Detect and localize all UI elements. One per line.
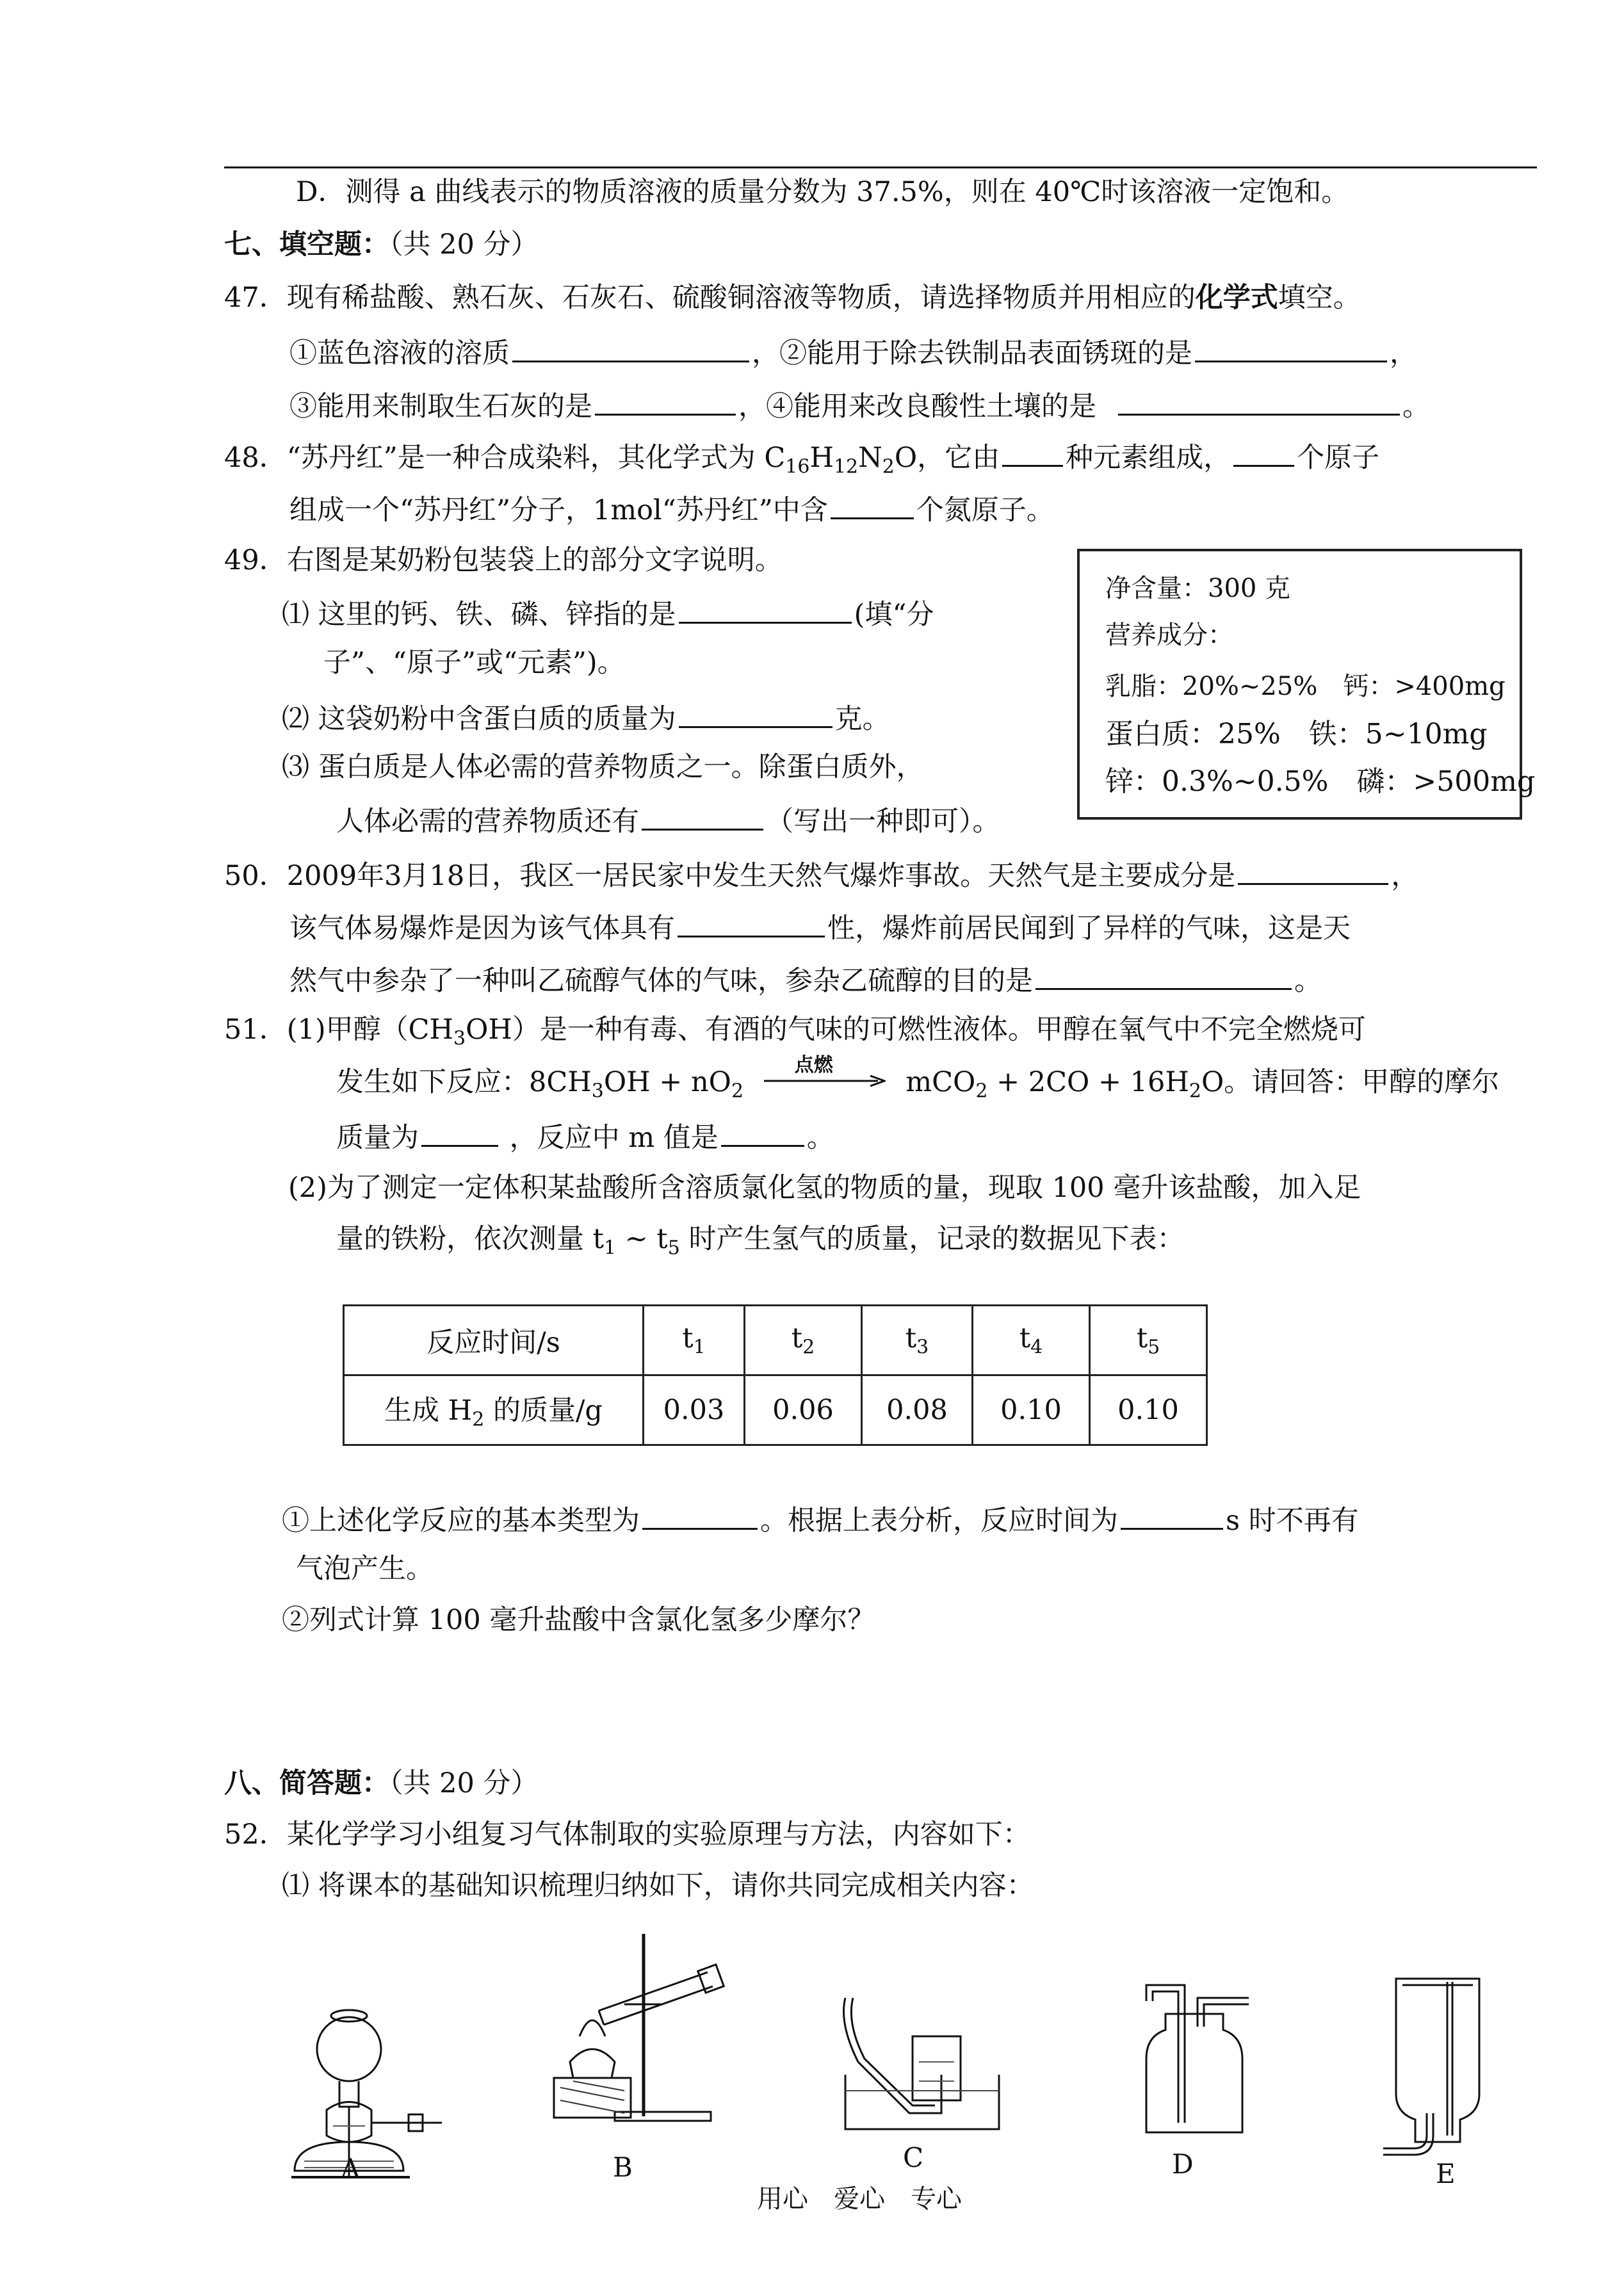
q47-line-2: ①蓝色溶液的溶质 ，②能用于除去铁制品表面锈斑的是 ，: [289, 331, 1417, 373]
apparatus-c-water-trough: [832, 1985, 1037, 2139]
label-nutrients-heading: 营养成分：: [1105, 620, 1233, 650]
q50-line-3: 然气中参杂了一种叫乙硫醇气体的气味，参杂乙硫醇的目的是 。: [289, 959, 1322, 1000]
answer-blank[interactable]: [679, 592, 852, 624]
table-cell: $t_4$: [973, 1306, 1090, 1375]
table-cell: 0.06: [745, 1375, 862, 1445]
apparatus-b-heating-setup: [535, 1927, 740, 2132]
apparatus-e-inverted-bottle: [1377, 1966, 1518, 2158]
top-rule: [224, 166, 1537, 168]
answer-blank[interactable]: [595, 384, 736, 416]
table-cell: 0.10: [973, 1375, 1090, 1445]
figure-label-e: E: [1436, 2158, 1456, 2189]
question-52: 52．某化学学习小组复习气体制取的实验原理与方法，内容如下：: [224, 1819, 1030, 1851]
answer-blank[interactable]: [831, 488, 914, 519]
table-row: [344, 1375, 1207, 1445]
q51-part-2: (2)为了测定一定体积某盐酸所含溶质氯化氢的物质的量，现取 100 毫升该盐酸，加入足: [288, 1172, 1361, 1204]
q51-sub-1: ①上述化学反应的基本类型为 。根据上表分析，反应时间为 s 时不再有: [282, 1498, 1359, 1540]
label-protein-iron: 蛋白质：25% 铁：5~10mg: [1105, 718, 1488, 750]
answer-blank[interactable]: [678, 906, 825, 937]
q48-line-2: 组成一个“苏丹红”分子，1mol“苏丹红”中含 个氮原子。: [289, 488, 1054, 530]
data-table: [343, 1304, 1208, 1446]
table-cell: $t_5$: [1090, 1306, 1207, 1375]
answer-blank[interactable]: [642, 1498, 758, 1530]
q51-sub-1-cont: 气泡产生。: [296, 1553, 434, 1585]
reaction-arrow: 点燃: [764, 1066, 886, 1091]
arrow-icon: [764, 1075, 886, 1087]
q51-sub-2: ②列式计算 100 毫升盐酸中含氯化氢多少摩尔？: [282, 1604, 875, 1636]
table-cell: $t_1$: [644, 1306, 745, 1375]
figure-label-d: D: [1172, 2148, 1194, 2180]
section-8-heading: 八、简答题：（共 20 分）: [224, 1767, 539, 1799]
answer-blank[interactable]: [1035, 959, 1292, 990]
q50-line-2: 该气体易爆炸是因为该气体具有 性，爆炸前居民闻到了异样的气味，这是天: [289, 906, 1351, 948]
table-header-cell: 生成 $H_2$ 的质量/g: [344, 1375, 644, 1445]
answer-blank[interactable]: [1233, 435, 1294, 467]
watermark: 用心 爱心 专心: [757, 2184, 962, 2214]
table-cell: 0.03: [644, 1375, 745, 1445]
section-7-heading: 七、填空题：（共 20 分）: [224, 229, 539, 261]
question-47: 47．现有稀盐酸、熟石灰、石灰石、硫酸铜溶液等物质，请选择物质并用相应的化学式填空。: [224, 282, 1361, 314]
q49-part-3: ⑶ 蛋白质是人体必需的营养物质之一。除蛋白质外，: [282, 751, 924, 783]
answer-blank[interactable]: [1002, 435, 1063, 467]
answer-blank[interactable]: [1118, 384, 1400, 416]
label-fat-calcium: 乳脂：20%~25% 钙：>400mg: [1105, 672, 1506, 701]
answer-blank[interactable]: [512, 331, 749, 362]
table-cell: $t_2$: [745, 1306, 862, 1375]
option-d: D．测得 a 曲线表示的物质溶液的质量分数为 37.5%，则在 40℃时该溶液一定饱和。: [296, 176, 1349, 208]
answer-blank[interactable]: [721, 1115, 804, 1147]
label-net-weight: 净含量：300 克: [1105, 574, 1291, 603]
answer-blank[interactable]: [1195, 331, 1387, 362]
apparatus-d-gas-bottle: [1127, 1975, 1268, 2142]
q51-line-3: 质量为 ，反应中 m 值是 。: [336, 1115, 834, 1157]
answer-blank[interactable]: [1121, 1498, 1223, 1530]
figure-label-c: C: [903, 2142, 924, 2173]
answer-blank[interactable]: [1238, 854, 1388, 885]
table-cell: 0.10: [1090, 1375, 1207, 1445]
q49-part-2: ⑵ 这袋奶粉中含蛋白质的质量为 克。: [282, 697, 890, 738]
figure-label-b: B: [613, 2152, 633, 2183]
table-cell: $t_3$: [862, 1306, 973, 1375]
apparatus-a-kipp-generator: [282, 1998, 467, 2196]
answer-blank[interactable]: [421, 1115, 498, 1147]
question-50: 50．2009年3月18日，我区一居民家中发生天然气爆炸事故。天然气是主要成分是 ，: [224, 854, 1418, 895]
question-48: 48．“苏丹红”是一种合成染料，其化学式为 $C_{16}H_{12}N_2O$，它由 种元素组成， 个原子: [224, 435, 1379, 487]
q49-part-1-cont: 子”、“原子”或“元素”)。: [323, 647, 625, 679]
label-zinc-phosphorus: 锌：0.3%~0.5% 磷：>500mg: [1105, 765, 1536, 798]
answer-blank[interactable]: [642, 799, 763, 831]
q51-equation: 发生如下反应：$8CH_3OH + nO_2$ 点燃 $mCO_2 + 2CO + 16H_2O$。请回答：甲醇的摩尔: [336, 1054, 1500, 1103]
table-cell: 0.08: [862, 1375, 973, 1445]
q49-part-3-cont: 人体必需的营养物质还有 （写出一种即可）。: [336, 799, 1000, 841]
q47-line-3: ③能用来制取生石灰的是 ，④能用来改良酸性土壤的是 。: [289, 384, 1430, 426]
q49-part-1: ⑴ 这里的钙、铁、磷、锌指的是 (填“分: [282, 592, 934, 634]
answer-blank[interactable]: [679, 697, 832, 728]
figure-label-a: A: [341, 2153, 361, 2184]
table-row: [344, 1306, 1207, 1375]
table-header-cell: 反应时间/s: [344, 1306, 644, 1375]
nutrition-label-box: [1077, 549, 1536, 820]
q51-part-2-cont: 量的铁粉，依次测量 $t_1$ ~ $t_5$ 时产生氢气的质量，记录的数据见下表：: [336, 1223, 1185, 1260]
question-49: 49．右图是某奶粉包装袋上的部分文字说明。: [224, 544, 783, 576]
question-51: 51．(1)甲醇$(CH_3OH)$是一种有毒、有酒的气味的可燃性液体。甲醇在氧气中不完全燃烧可: [224, 1014, 1366, 1050]
q52-part-1: ⑴ 将课本的基础知识梳理归纳如下，请你共同完成相关内容：: [282, 1870, 1034, 1902]
